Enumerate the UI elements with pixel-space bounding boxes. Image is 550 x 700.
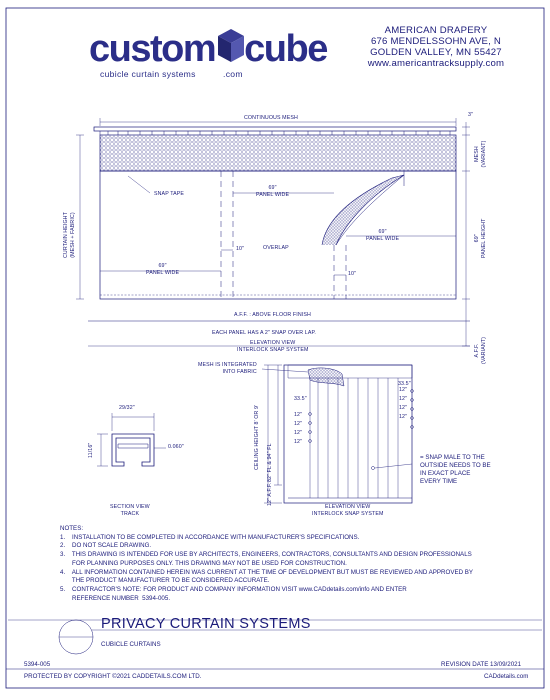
notes-block: [60, 525, 473, 603]
elevation-caption: ELEVATION VIEW INTERLOCK SNAP SYSTEM: [237, 340, 309, 353]
spacing-right-3: 12": [399, 405, 408, 411]
interlock-dim-right: 33.5": [398, 381, 411, 387]
spacing-left-3: 12": [294, 430, 303, 436]
aff12-text: 12" A.F.F.: [267, 482, 273, 506]
company-address2: GOLDEN VALLEY, MN 55427: [370, 47, 502, 58]
notes-heading: NOTES:: [60, 525, 84, 532]
aff12-label: [267, 483, 273, 506]
spacing-right-list: [399, 386, 407, 422]
track-hangers: [100, 131, 450, 135]
spacing-right-2: 12": [399, 396, 408, 402]
dim-top-label: 3": [468, 112, 474, 118]
section-height-label: [88, 443, 94, 458]
panel-height-label: [474, 219, 488, 258]
spacing-left-1: 12": [294, 412, 303, 418]
dim-10b-label: 10": [348, 271, 357, 277]
company-block: [356, 25, 516, 69]
cube-icon: [216, 28, 246, 64]
spacing-left-4: 12": [294, 439, 303, 445]
note-5b: REFERENCE NUMBER 5394-005.: [60, 594, 171, 602]
logo-brand-right: cube: [244, 28, 327, 70]
ceiling-height-text: CEILING HEIGHT 8' OR 9': [254, 404, 260, 470]
section-caption: SECTION VIEW TRACK: [110, 504, 150, 517]
interlock-caption: ELEVATION VIEW INTERLOCK SNAP SYSTEM: [312, 504, 384, 517]
logo-brand-left: custom: [89, 28, 216, 70]
ceiling-height-label: [254, 405, 260, 470]
company-name: AMERICAN DRAPERY: [384, 25, 488, 36]
note-4b: THE PRODUCT MANUFACTURER TO BE CONSIDERED ACCURATE.: [60, 577, 270, 585]
logo-tagline: cubicle curtain systems: [100, 69, 196, 79]
panel-wide-1-label: 69" PANEL WIDE: [256, 185, 290, 198]
spacing-right-4: 12": [399, 414, 408, 420]
continuous-mesh-label: CONTINUOUS MESH: [244, 115, 298, 121]
copyright: PROTECTED BY COPYRIGHT ©2021 CADDETAILS.COM LTD.: [24, 673, 202, 680]
panel-wide-3-label: 69" PANEL WIDE: [146, 263, 180, 276]
track-section: [112, 434, 154, 466]
spacing-right-1: 12": [399, 387, 408, 393]
curtain-height-text: CURTAIN HEIGHT (MESH + FABRIC): [63, 212, 76, 258]
spacing-left-list: [294, 411, 302, 447]
fl-label: [267, 443, 273, 482]
section-height-text: 11/16": [88, 442, 94, 458]
section-width-label: 29/32": [119, 405, 135, 411]
mesh-band: [100, 135, 456, 171]
revision-date: REVISION DATE 13/09/2021: [441, 661, 522, 668]
note-1: 1. INSTALLATION TO BE COMPLETED IN ACCORDANCE WITH MANUFACTURER'S SPECIFICATIONS.: [60, 533, 360, 541]
note-3: 3. THIS DRAWING IS INTENDED FOR USE BY ARCHITECTS, ENGINEERS, CONTRACTORS, CONSULTANTS AND DESIGN PROFESSIONALS: [60, 551, 472, 559]
note-2: 2. DO NOT SCALE DRAWING.: [60, 542, 152, 550]
fl-text: 82" FL & 94" FL: [267, 443, 273, 482]
mesh-variant-text: MESH (VARIANT): [474, 140, 487, 168]
curtain-height-label: [63, 212, 77, 258]
dim-10a-label: 10": [236, 246, 245, 252]
drawing-title: PRIVACY CURTAIN SYSTEMS: [101, 616, 311, 632]
company-website: www.americantracksupply.com: [367, 58, 505, 69]
panel-wide-2-label: 69" PANEL WIDE: [366, 229, 400, 242]
section-thickness-label: 0.060": [168, 444, 184, 450]
logo: [89, 28, 327, 71]
track-top: [94, 127, 456, 131]
panel-height-text: 69" PANEL HEIGHT: [474, 218, 487, 258]
mesh-variant-label: [474, 138, 488, 170]
snap-note-label: EACH PANEL HAS A 2" SNAP OVER LAP.: [212, 330, 317, 336]
company-address1: 676 MENDELSSOHN AVE, N: [370, 36, 502, 47]
note-4: 4. ALL INFORMATION CONTAINED HEREIN WAS CURRENT AT THE TIME OF DEVELOPMENT BUT MUST BE REVIEWED AND APPROVED BY: [60, 568, 474, 576]
snap-male-dot: [372, 467, 375, 470]
spacing-left-2: 12": [294, 421, 303, 427]
aff-variant-label: [474, 337, 488, 364]
overlap-label: OVERLAP: [263, 245, 289, 251]
aff-variant-text: A.F.F. (VARIANT): [474, 337, 487, 364]
drawing-subtitle: CUBICLE CURTAINS: [101, 641, 161, 648]
interlock-dim-left: 33.5": [294, 396, 307, 402]
interlock-mesh: [308, 368, 344, 386]
aff-line-label: A.F.F. : ABOVE FLOOR FINISH: [234, 312, 311, 318]
snap-male-note: = SNAP MALE TO THE OUTSIDE NEEDS TO BE IN EXACT PLACE EVERY TIME: [420, 454, 491, 485]
drawing-ref: 5394-005: [24, 661, 51, 668]
note-3b: FOR PLANNING PURPOSES ONLY. THIS DRAWING MAY NOT BE USED FOR CONSTRUCTION.: [60, 559, 347, 567]
cad-site-link[interactable]: CADdetails.com: [484, 673, 529, 680]
logo-domain: .com: [223, 69, 243, 79]
note-5: 5. CONTRACTOR'S NOTE: FOR PRODUCT AND COMPANY INFORMATION VISIT www.CADdetails.com/info AND ENTER: [60, 585, 407, 593]
mesh-note-label: MESH IS INTEGRATED INTO FABRIC: [198, 362, 257, 375]
snap-tape-label: SNAP TAPE: [154, 191, 185, 197]
